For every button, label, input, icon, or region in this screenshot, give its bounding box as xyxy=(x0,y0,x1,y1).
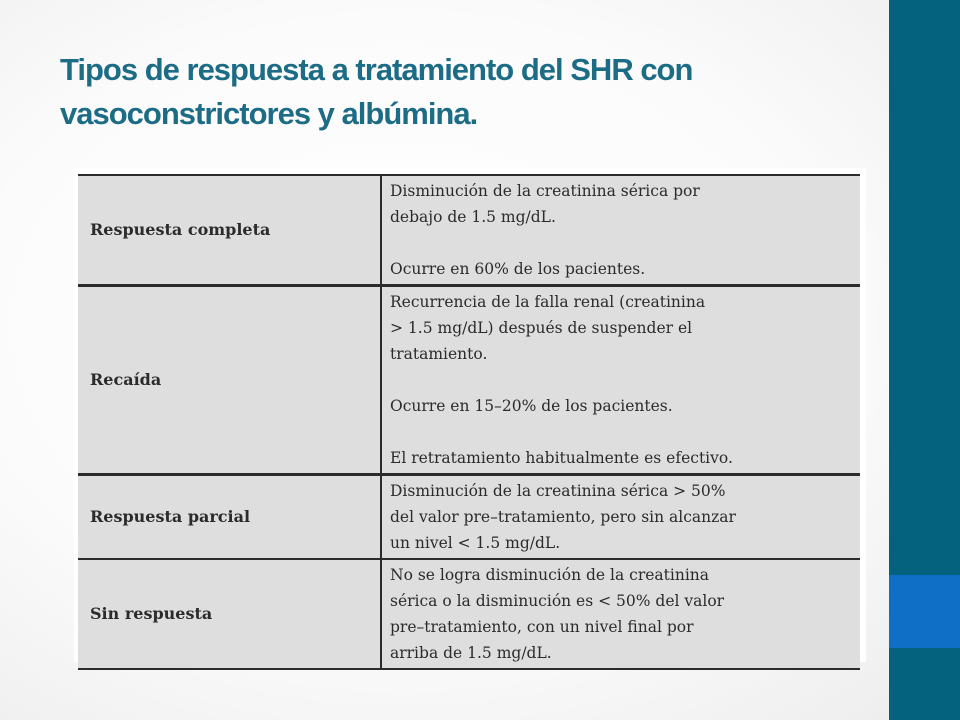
row-label: Sin respuesta xyxy=(78,559,381,669)
description-line: debajo de 1.5 mg/dL. xyxy=(390,208,556,226)
table-row xyxy=(78,475,860,560)
row-label: Respuesta parcial xyxy=(78,475,381,560)
description-line: un nivel < 1.5 mg/dL. xyxy=(390,534,561,552)
description-line: del valor pre–tratamiento, pero sin alcanzar xyxy=(390,508,736,526)
description-line: Disminución de la creatinina sérica > 50% xyxy=(390,482,726,500)
table-row xyxy=(78,286,860,475)
table-image-frame xyxy=(74,168,866,662)
description-line: Ocurre en 60% de los pacientes. xyxy=(390,260,646,278)
row-label: Recaída xyxy=(78,286,381,475)
description-line: Ocurre en 15–20% de los pacientes. xyxy=(390,397,673,415)
description-line: tratamiento. xyxy=(390,345,488,363)
slide-title-line-2: vasoconstrictores y albúmina. xyxy=(60,96,478,131)
description-line: sérica o la disminución es < 50% del valor xyxy=(390,592,725,610)
description-line: > 1.5 mg/dL) después de suspender el xyxy=(390,319,693,337)
description-line xyxy=(390,367,854,393)
slide-title-line-1: Tipos de respuesta a tratamiento del SHR con xyxy=(60,52,693,87)
description-line: El retratamiento habitualmente es efectivo. xyxy=(390,449,733,467)
response-types-table xyxy=(78,174,860,670)
row-label: Respuesta completa xyxy=(78,175,381,286)
table-row xyxy=(78,175,860,286)
description-line: arriba de 1.5 mg/dL. xyxy=(390,644,552,662)
description-line: pre–tratamiento, con un nivel final por xyxy=(390,618,694,636)
row-description xyxy=(381,475,860,560)
slide-title xyxy=(60,48,860,136)
sidebar-accent-block xyxy=(889,575,960,648)
description-line xyxy=(390,419,854,445)
description-line: No se logra disminución de la creatinina xyxy=(390,566,709,584)
row-description xyxy=(381,559,860,669)
description-line: Disminución de la creatinina sérica por xyxy=(390,182,700,200)
row-description xyxy=(381,286,860,475)
row-description xyxy=(381,175,860,286)
description-line xyxy=(390,230,854,256)
table-row xyxy=(78,559,860,669)
description-line: Recurrencia de la falla renal (creatinina xyxy=(390,293,706,311)
